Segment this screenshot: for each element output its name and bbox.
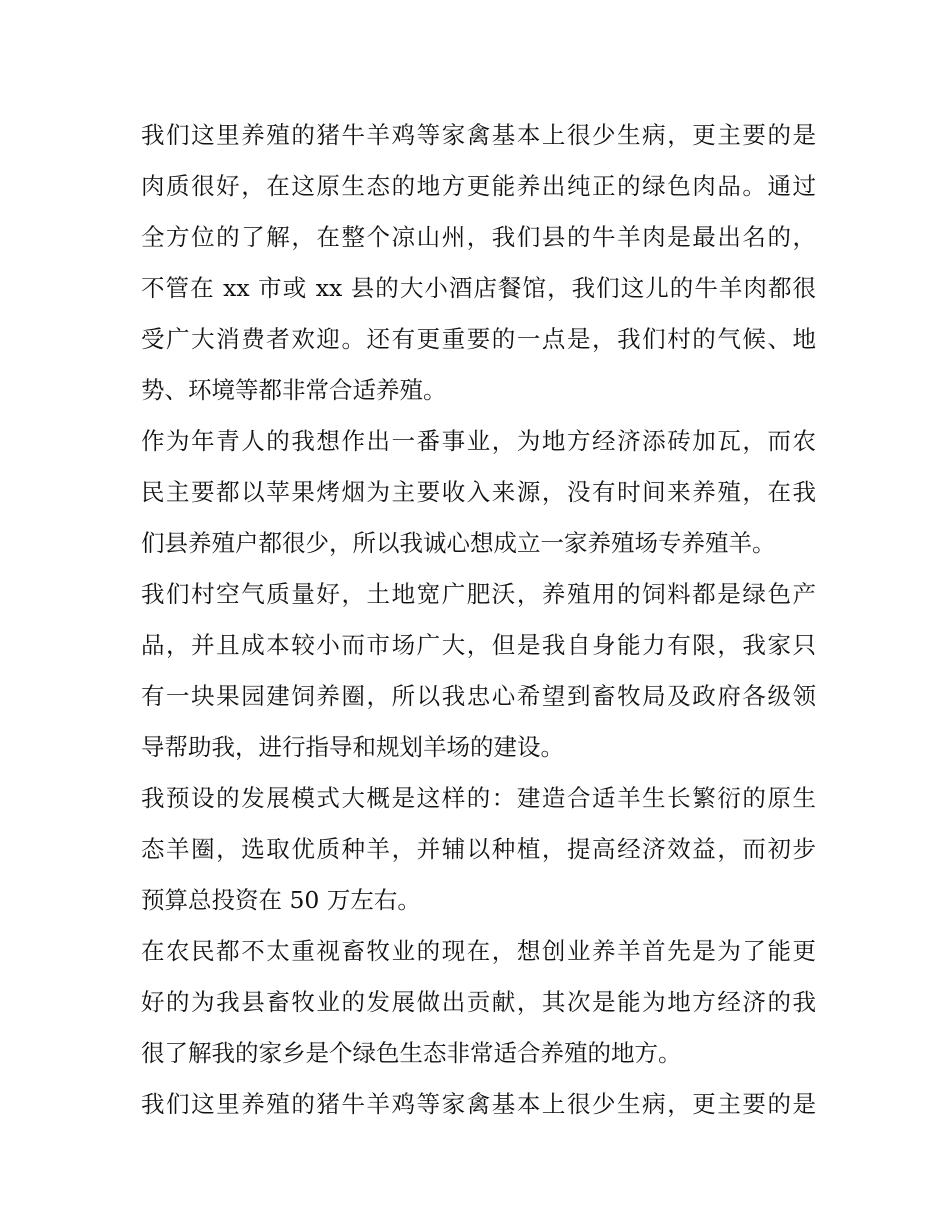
paragraph-3 xyxy=(141,569,816,773)
text-line: 作为年青人的我想作出一番事业，为地方经济添砖加瓦，而农 xyxy=(141,427,816,455)
document-body xyxy=(141,110,816,1130)
text-line: 态羊圈，选取优质种羊，并辅以种植，提高经济效益，而初步 xyxy=(141,835,816,863)
text-line: 我预设的发展模式大概是这样的：建造合适羊生长繁衍的原生 xyxy=(141,784,816,812)
text-line: 在农民都不太重视畜牧业的现在，想创业养羊首先是为了能更 xyxy=(141,937,816,965)
paragraph-6 xyxy=(141,1079,816,1130)
text-line: 势、环境等都非常合适养殖。 xyxy=(141,376,447,404)
text-line: 好的为我县畜牧业的发展做出贡献，其次是能为地方经济的我 xyxy=(141,988,816,1016)
text-line: 预算总投资在 50 万左右。 xyxy=(141,886,421,914)
text-line: 有一块果园建饲养圈，所以我忠心希望到畜牧局及政府各级领 xyxy=(141,682,816,710)
paragraph-5 xyxy=(141,926,816,1079)
paragraph-4 xyxy=(141,773,816,926)
text-line: 品，并且成本较小而市场广大，但是我自身能力有限，我家只 xyxy=(141,631,816,659)
text-line: 民主要都以苹果烤烟为主要收入来源，没有时间来养殖，在我 xyxy=(141,478,816,506)
text-line: 导帮助我，进行指导和规划羊场的建设。 xyxy=(141,733,564,761)
text-line: 全方位的了解，在整个凉山州，我们县的牛羊肉是最出名的， xyxy=(141,223,816,251)
text-line: 我们村空气质量好，土地宽广肥沃，养殖用的饲料都是绿色产 xyxy=(141,580,816,608)
text-line: 我们这里养殖的猪牛羊鸡等家禽基本上很少生病，更主要的是 xyxy=(141,121,816,149)
text-line: 们县养殖户都很少，所以我诚心想成立一家养殖场专养殖羊。 xyxy=(141,529,776,557)
text-line: 肉质很好，在这原生态的地方更能养出纯正的绿色肉品。通过 xyxy=(141,172,816,200)
text-line: 不管在 xx 市或 xx 县的大小酒店餐馆，我们这儿的牛羊肉都很 xyxy=(141,274,816,302)
text-line: 受广大消费者欢迎。还有更重要的一点是，我们村的气候、地 xyxy=(141,325,816,353)
text-line: 我们这里养殖的猪牛羊鸡等家禽基本上很少生病，更主要的是 xyxy=(141,1090,816,1118)
text-line: 很了解我的家乡是个绿色生态非常适合养殖的地方。 xyxy=(141,1039,682,1067)
paragraph-1 xyxy=(141,110,816,416)
paragraph-2 xyxy=(141,416,816,569)
